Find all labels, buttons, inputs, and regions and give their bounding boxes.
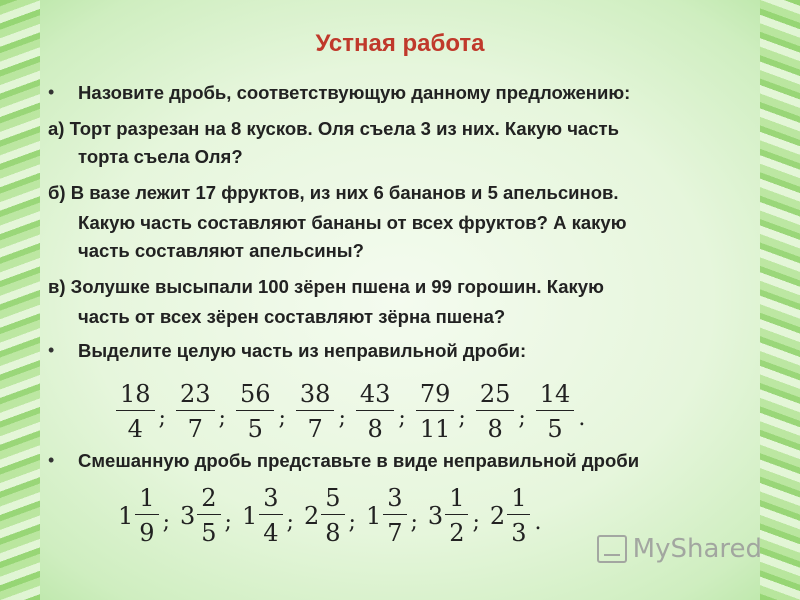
separator: ; [158,406,166,431]
fraction [536,382,575,441]
fraction [176,382,215,441]
terminator: . [534,510,542,535]
fraction-denominator: 5 [547,415,563,443]
fraction-denominator: 4 [263,519,279,547]
fraction-denominator: 3 [511,519,527,547]
mixed-whole-part: 1 [365,501,382,530]
fraction-numerator: 25 [476,382,515,411]
fraction [507,486,530,545]
fraction-denominator: 2 [449,519,465,547]
mixed-fraction [118,486,159,545]
left-leaf-border [0,0,40,600]
fraction [321,486,344,545]
fraction-denominator: 11 [419,415,451,443]
fraction-denominator: 9 [139,519,155,547]
fraction-numerator: 3 [259,486,282,515]
mixed-whole-part: 3 [427,501,444,530]
fraction [296,382,335,441]
fraction [135,486,158,545]
separator: ; [472,510,480,535]
fraction-denominator: 5 [247,415,263,443]
mixed-whole-part: 1 [241,501,258,530]
separator: ; [458,406,466,431]
task-b-line-2: Какую часть составляют бананы от всех фруктов? А какую [78,212,627,233]
fraction-denominator: 7 [387,519,403,547]
mixed-whole-part: 3 [179,501,196,530]
fraction-numerator: 79 [416,382,455,411]
mixed-whole-part: 2 [489,501,506,530]
mixed-fraction [304,486,345,545]
improper-fractions-row [116,382,595,441]
separator: ; [338,406,346,431]
fraction-numerator: 2 [197,486,220,515]
slide-title: Устная работа [315,30,485,57]
bullet-icon: • [48,450,55,470]
fraction-numerator: 43 [356,382,395,411]
fraction-numerator: 18 [116,382,155,411]
task-a-line-2: торта съела Оля? [78,146,243,167]
fraction [259,486,282,545]
bullet-text-1: Назовите дробь, соответствующую данному предложению: [78,82,631,103]
separator: ; [162,510,170,535]
fraction [445,486,468,545]
bullet-text-3: Смешанную дробь представьте в виде неправильной дроби [78,450,640,471]
terminator: . [578,406,586,431]
fraction [116,382,155,441]
separator: ; [218,406,226,431]
fraction-numerator: 3 [383,486,406,515]
separator: ; [286,510,294,535]
fraction-denominator: 7 [187,415,203,443]
mixed-fraction [180,486,221,545]
task-a-line-1: а) Торт разрезан на 8 кусков. Оля съела 3 из них. Какую часть [48,118,619,139]
fraction-numerator: 1 [445,486,468,515]
fraction [236,382,275,441]
fraction-denominator: 5 [201,519,217,547]
separator: ; [278,406,286,431]
task-c-line-1: в) Золушке высыпали 100 зёрен пшена и 99 горошин. Какую [48,276,604,297]
fraction-denominator: 8 [367,415,383,443]
fraction-numerator: 1 [507,486,530,515]
fraction-numerator: 38 [296,382,335,411]
separator: ; [410,510,418,535]
separator: ; [518,406,526,431]
mixed-fractions-row [118,486,551,545]
mixed-whole-part: 2 [303,501,320,530]
task-b-line-3: часть составляют апельсины? [78,240,364,261]
separator: ; [348,510,356,535]
fraction-denominator: 7 [307,415,323,443]
myshared-logo [597,534,762,564]
fraction [356,382,395,441]
mixed-fraction [242,486,283,545]
separator: ; [224,510,232,535]
fraction [383,486,406,545]
mixed-fraction [490,486,531,545]
task-c-line-2: часть от всех зёрен составляют зёрна пшена? [78,306,506,327]
fraction-denominator: 4 [127,415,143,443]
fraction [197,486,220,545]
fraction-numerator: 1 [135,486,158,515]
separator: ; [398,406,406,431]
logo-text: MyShared [632,534,762,564]
fraction [476,382,515,441]
task-b-line-1: б) В вазе лежит 17 фруктов, из них 6 бананов и 5 апельсинов. [48,182,619,203]
fraction-numerator: 5 [321,486,344,515]
fraction [416,382,455,441]
right-leaf-border [760,0,800,600]
bullet-icon: • [48,340,55,360]
mixed-fraction [428,486,469,545]
bullet-icon: • [48,82,55,102]
fraction-numerator: 23 [176,382,215,411]
mixed-whole-part: 1 [118,501,134,530]
fraction-numerator: 56 [236,382,275,411]
mixed-fraction [366,486,407,545]
fraction-denominator: 8 [325,519,341,547]
bullet-text-2: Выделите целую часть из неправильной дроби: [78,340,527,361]
fraction-numerator: 14 [536,382,575,411]
presentation-board-icon [597,535,627,563]
fraction-denominator: 8 [487,415,503,443]
